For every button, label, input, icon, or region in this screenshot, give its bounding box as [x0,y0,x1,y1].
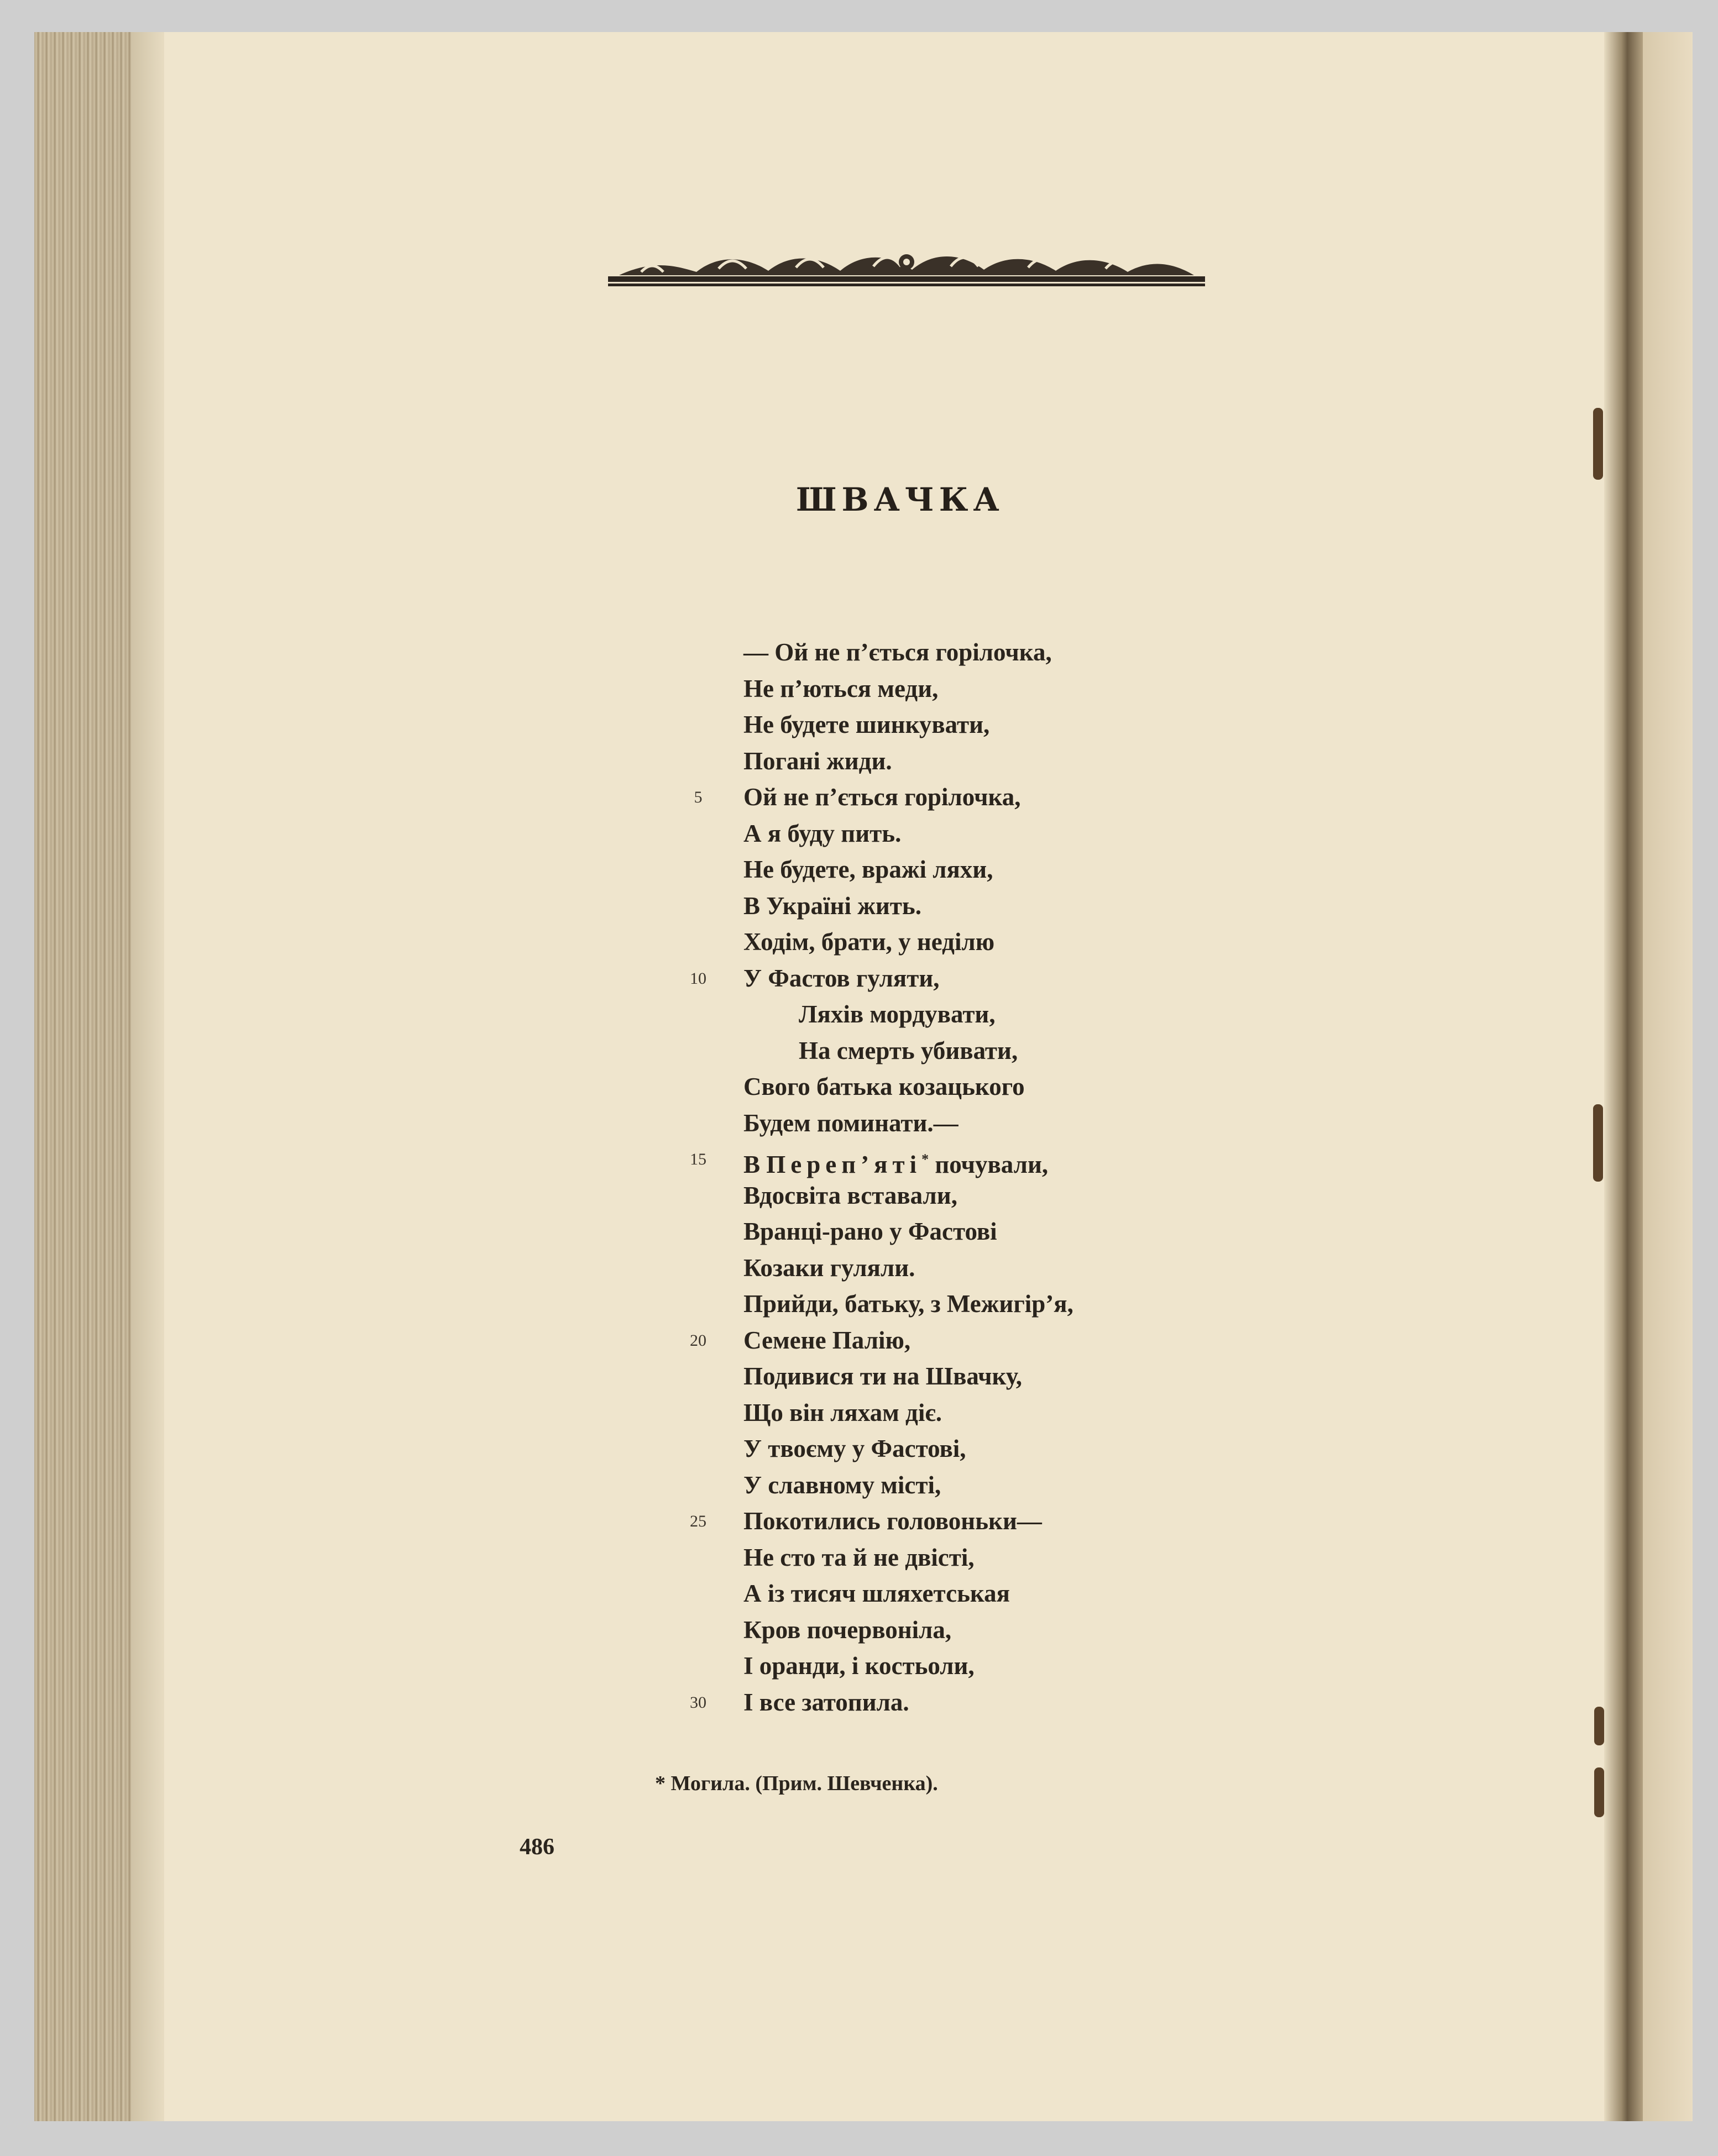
line-text: А із тисяч шляхетськая [743,1580,1010,1607]
binding-stitch [1593,408,1603,480]
book-page-edges [34,32,131,2121]
poem-line [743,1612,1296,1649]
line-text: Прийди, батьку, з Межигір’я, [743,1290,1073,1318]
poem-line [743,1178,1296,1214]
poem-line [690,1141,1296,1178]
footnote-mark: * [921,1151,929,1167]
line-text: І оранди, і костьоли, [743,1652,975,1680]
line-text: Погані жиди. [743,747,892,775]
poem-line [743,852,1296,888]
place-name: Переп’яті [766,1151,922,1178]
poem-line [743,1358,1296,1395]
line-text: І все затопила. [743,1688,909,1716]
book-gutter [1604,32,1643,2121]
poem-line [743,1033,1296,1069]
binding-stitch [1594,1707,1604,1745]
poem-title: ШВАЧКА [796,481,1004,518]
poem-line [690,1685,1296,1721]
line-text: Ходім, брати, у неділю [743,928,995,956]
line-text: В [743,1151,761,1178]
poem-line [694,779,1296,816]
poem-line [743,1467,1296,1504]
line-text: — Ой не п’ється горілочка, [743,638,1052,666]
decorative-headpiece [608,243,1205,293]
line-text: В Україні жить. [743,891,921,920]
line-text: Ляхів мордувати, [799,1000,996,1028]
poem-line [690,1503,1296,1540]
line-text: Не будете, вражі ляхи, [743,856,993,883]
poem-line [743,888,1296,925]
line-text: Козаки гуляли. [743,1253,915,1282]
line-text: У твоєму у Фастові, [743,1435,966,1462]
line-number: 20 [690,1331,706,1350]
line-text: А я буду пить. [743,819,902,847]
poem-line [743,1395,1296,1431]
poem-line [743,1286,1296,1323]
poem-line [743,1214,1296,1250]
poem-line [690,1323,1296,1359]
poem-line [743,996,1296,1033]
line-number: 30 [690,1693,706,1712]
poem-line [743,743,1296,780]
poem-line [743,816,1296,852]
line-text: Вдосвіта вставали, [743,1181,957,1209]
line-text: Семене Палію, [743,1326,911,1354]
poem-line [690,961,1296,997]
poem-line [743,1648,1296,1685]
line-text: Кров почервоніла, [743,1615,952,1644]
poem-line [743,1540,1296,1576]
line-text: Ой не п’ється горілочка, [743,783,1021,811]
line-text: Свого батька козацького [743,1073,1025,1100]
line-text: Будем поминати.— [743,1109,958,1137]
binding-stitch [1593,1104,1603,1182]
line-number: 25 [690,1512,706,1530]
line-text: Покотились головоньки— [743,1507,1042,1535]
poem-line [743,634,1296,671]
line-number: 10 [690,969,706,988]
page-edge-shadow [131,32,164,2121]
line-text: На смерть убивати, [799,1036,1018,1064]
line-number: 5 [694,788,703,806]
line-text: Вранці-рано у Фастові [743,1218,997,1245]
poem-line [743,1105,1296,1142]
line-text: почували, [935,1151,1049,1178]
line-text: Подивися ти на Швачку, [743,1362,1022,1390]
poem-line [743,924,1296,961]
poem-line [743,1069,1296,1105]
footnote: * Могила. (Прим. Шевченка). [655,1772,938,1795]
poem-line [743,1576,1296,1612]
line-text: У славному місті, [743,1471,941,1499]
line-number: 15 [690,1150,706,1168]
binding-stitch [1594,1767,1604,1817]
poem-line [743,671,1296,707]
line-text: Не сто та й не двісті, [743,1543,975,1571]
line-text: Не будете шинкувати, [743,711,990,738]
line-text: У Фастов гуляти, [743,964,940,992]
poem-line [743,1431,1296,1467]
poem-body [690,634,1296,1720]
line-text: Що він ляхам діє. [743,1398,942,1426]
line-text: Не п’ються меди, [743,674,939,702]
poem-line [743,707,1296,743]
page-number: 486 [520,1834,554,1860]
facing-page-edge [1643,32,1693,2121]
poem-line [743,1250,1296,1287]
